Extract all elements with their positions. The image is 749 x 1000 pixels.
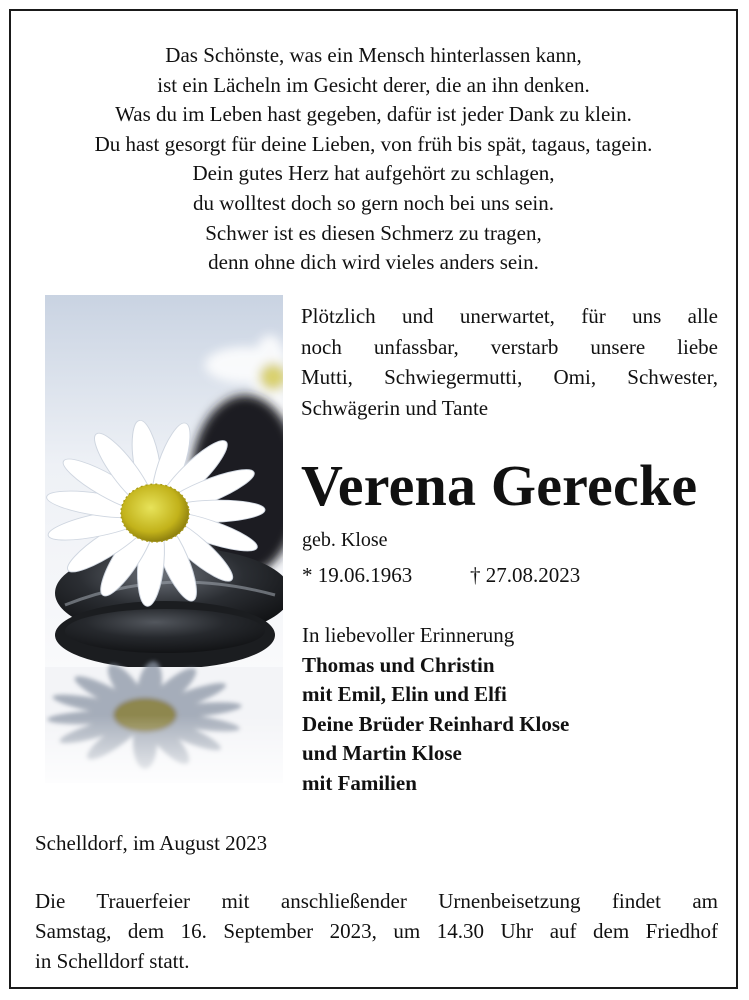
intro-line: Plötzlich und unerwartet, für uns alle bbox=[301, 304, 718, 328]
mourner-name: mit Familien bbox=[302, 770, 417, 795]
mourners-block bbox=[302, 621, 569, 799]
obituary-frame bbox=[9, 9, 738, 989]
poem-line: denn ohne dich wird vieles anders sein. bbox=[208, 250, 539, 275]
mourners-heading: In liebevoller Erinnerung bbox=[302, 623, 515, 647]
maiden-name: geb. Klose bbox=[302, 529, 388, 551]
poem-line: Das Schönste, was ein Mensch hinterlassen kann, bbox=[165, 43, 582, 67]
intro-line: Mutti, Schwiegermutti, Omi, Schwester, bbox=[301, 365, 718, 389]
mourner-name: und Martin Klose bbox=[302, 741, 462, 766]
poem-line: ist ein Lächeln im Gesicht derer, die an ihn denken. bbox=[157, 72, 590, 97]
mourner-name: Deine Brüder Reinhard Klose bbox=[302, 711, 570, 736]
poem-line: Was du im Leben hast gegeben, dafür ist jeder Dank zu klein. bbox=[115, 102, 632, 127]
life-dates bbox=[302, 563, 581, 588]
mourner-name: mit Emil, Elin und Elfi bbox=[302, 682, 507, 707]
intro-line: noch unfassbar, verstarb unsere liebe bbox=[301, 334, 718, 359]
funeral-info bbox=[35, 887, 718, 976]
poem-line: Schwer ist es diesen Schmerz zu tragen, bbox=[205, 220, 542, 245]
poem bbox=[11, 41, 736, 278]
poem-line: Du hast gesorgt für deine Lieben, von früh bis spät, tagaus, tagein. bbox=[94, 131, 653, 156]
place-date: Schelldorf, im August 2023 bbox=[35, 831, 268, 855]
funeral-info-line: in Schelldorf statt. bbox=[35, 948, 190, 973]
funeral-info-line: Samstag, dem 16. September 2023, um 14.30 Uhr auf dem Friedhof bbox=[35, 918, 718, 943]
birth-date: * 19.06.1963 bbox=[302, 563, 413, 587]
intro-line: Schwägerin und Tante bbox=[301, 395, 489, 420]
mourner-name: Thomas und Christin bbox=[302, 652, 495, 677]
deceased-name: Verena Gerecke bbox=[301, 453, 698, 518]
death-date: † 27.08.2023 bbox=[470, 563, 581, 587]
funeral-info-line: Die Trauerfeier mit anschließender Urnenbeisetzung findet am bbox=[35, 889, 718, 913]
poem-line: du wolltest doch so gern noch bei uns sein. bbox=[192, 190, 555, 215]
poem-line: Dein gutes Herz hat aufgehört zu schlagen, bbox=[192, 161, 555, 186]
daisy-stones-image bbox=[45, 295, 283, 783]
death-announcement-text bbox=[301, 301, 718, 423]
